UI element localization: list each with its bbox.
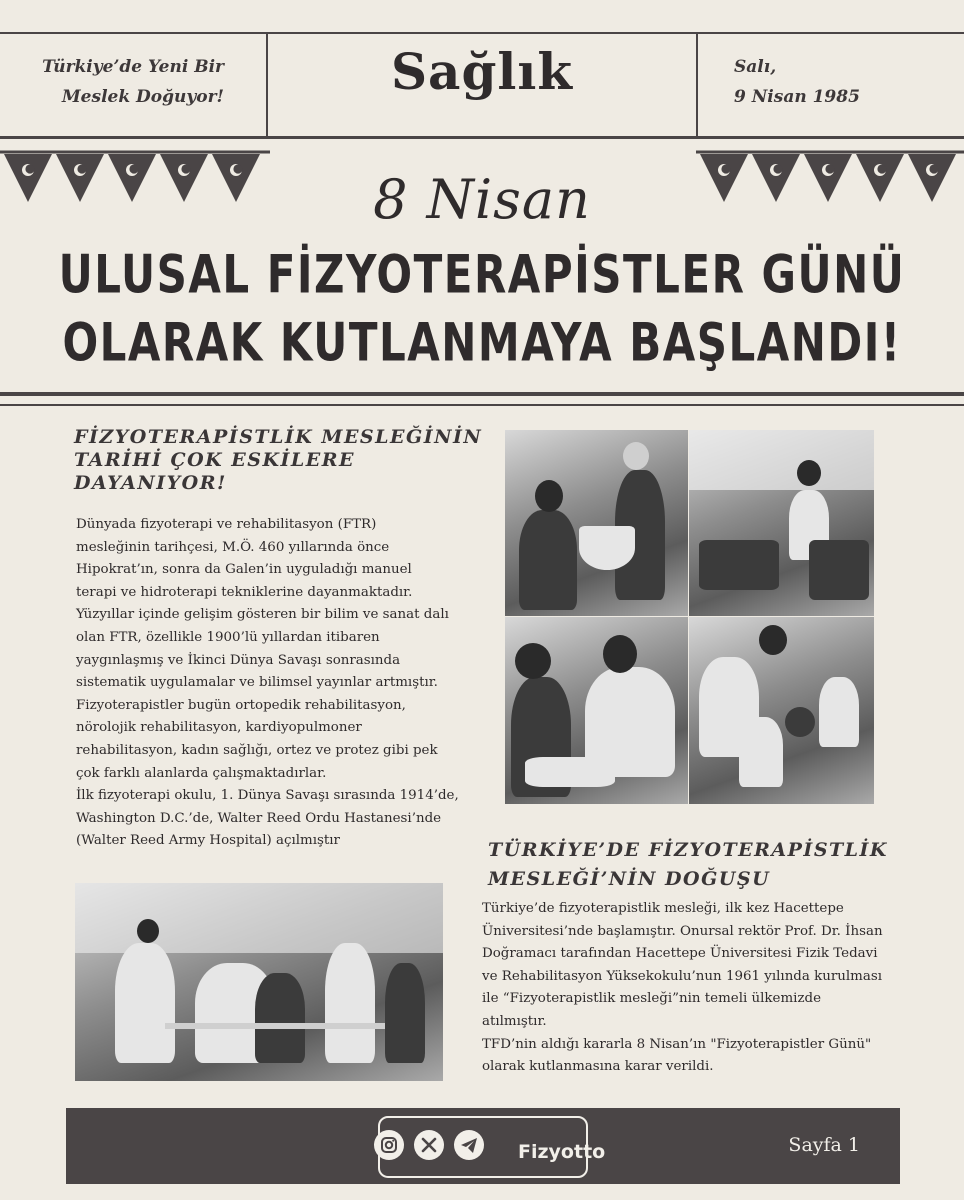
photo-children-therapy — [689, 617, 874, 804]
telegram-icon[interactable] — [454, 1130, 484, 1160]
masthead-rule — [0, 136, 964, 139]
section1-title: FİZYOTERAPİSTLİK MESLEĞİNİN TARİHİ ÇOK ESKİLERE DAYANIYOR! — [74, 426, 483, 494]
masthead-title: Sağlık — [390, 42, 574, 101]
photo-rehab-gym — [75, 883, 443, 1081]
masthead-divider-right — [696, 34, 698, 136]
headline-date: 8 Nisan — [373, 168, 591, 231]
headline-rule-top — [0, 392, 964, 396]
section1-body: Dünyada fizyoterapi ve rehabilitasyon (FTR) mesleğinin tarihçesi, M.Ö. 460 yıllarında önce Hipokrat’ın, sonra da Galen’in uyguladığı manuel terapi ve hidroterapi tekniklerine dayanmaktadır. Yüzyıllar içinde gelişim gösteren bir bilim ve sanat dalı olan FTR, özellikle 1900’lü yıllardan itibaren yaygınlaşmış ve İkinci Dünya Savaşı sonrasında sistematik uygulamalar ve bilimsel yayınlar artmıştır. Fizyoterapistler bugün ortopedik rehabilitasyon, nörolojik rehabilitasyon, kardiyopulmoner rehabilitasyon, kadın sağlığı, ortez ve protez gibi pek çok farklı alanlarda çalışmaktadırlar. İlk fizyoterapi okulu, 1. Dünya Savaşı sırasında 1914’de, Washington D.C.’de, Walter Reed Ordu Hastanesi’nde (Walter Reed Army Hospital) açılmıştır — [76, 517, 459, 849]
photo-hydrotherapy — [505, 430, 688, 616]
photo-patients-beds — [689, 430, 874, 616]
brand-name[interactable]: Fizyotto — [518, 1141, 606, 1163]
headline-line-2: OLARAK KUTLANMAYA BAŞLANDI! — [62, 311, 902, 374]
date-full: 9 Nisan 1985 — [734, 87, 860, 107]
top-rule — [0, 32, 964, 34]
section2-body: Türkiye’de fizyoterapistlik mesleği, ilk kez Hacettepe Üniversitesi’nde başlamıştır. Onursal rektör Prof. Dr. İhsan Doğramacı tarafından Hacettepe Üniversitesi Fizik Tedavi ve Rehabilitasyon Yüksekokulu’nun 1961 yılında kurulması ile “Fizyoterapistlik mesleği”nin temeli ülkemizde atılmıştır. TFD’nin aldığı kararla 8 Nisan’ın "Fizyoterapistler Günü" olarak kutlanmasına karar verildi. — [482, 901, 883, 1075]
masthead-tagline: Türkiye’de Yeni Bir Meslek Doğuyor! — [42, 57, 224, 107]
page-number: Sayfa 1 — [788, 1134, 860, 1156]
headline-rule-bottom — [0, 404, 964, 406]
date-weekday: Salı, — [734, 57, 777, 77]
headline-line-1: ULUSAL FİZYOTERAPİSTLER GÜNÜ — [58, 243, 906, 306]
photo-therapist-patient — [505, 617, 688, 804]
section2-title: TÜRKİYE’DE FİZYOTERAPİSTLİK MESLEĞİ’NİN DOĞUŞU — [488, 839, 888, 890]
instagram-icon[interactable] — [374, 1130, 404, 1160]
masthead-date — [734, 52, 964, 112]
social-links — [378, 1116, 606, 1178]
footer-bar — [66, 1108, 900, 1184]
x-icon[interactable] — [414, 1130, 444, 1160]
